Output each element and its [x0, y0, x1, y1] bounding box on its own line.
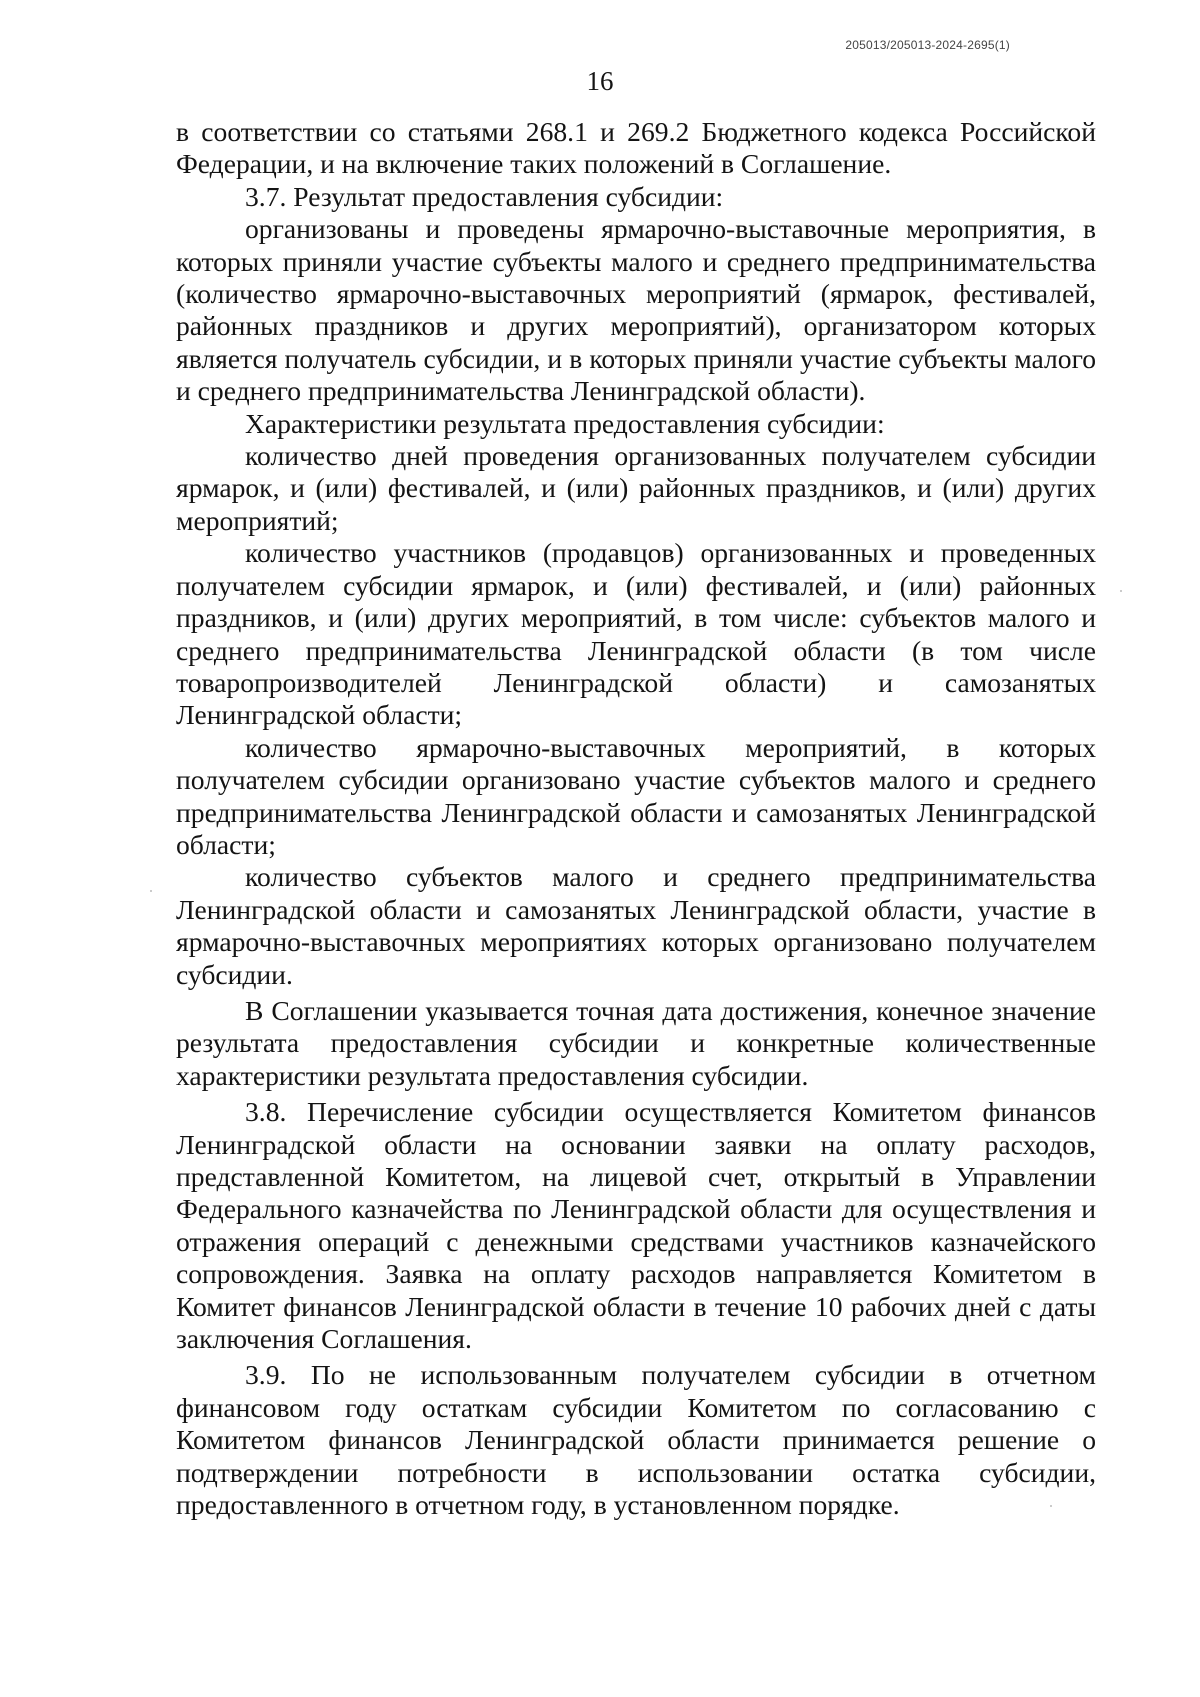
paragraph-characteristic-subjects: количество субъектов малого и среднего предпринимательства Ленинградской области и самозанятых Ленинградской области, участие в ярмарочно-выставочных мероприятиях которых организовано получателем субсидии.	[176, 861, 1096, 990]
paragraph-section-3-8: 3.8. Перечисление субсидии осуществляется Комитетом финансов Ленинградской области на основании заявки на оплату расходов, представленной Комитетом, на лицевой счет, открытый в Управлении Федерального казначейства по Ленинградской области для осуществления и отражения операций с денежными средствами участников казначейского сопровождения. Заявка на оплату расходов направляется Комитетом в Комитет финансов Ленинградской области в течение 10 рабочих дней с даты заключения Соглашения.	[176, 1096, 1096, 1355]
scan-artifact	[1050, 1505, 1052, 1507]
paragraph-characteristic-participants: количество участников (продавцов) организованных и проведенных получателем субсидии ярмарок, и (или) фестивалей, и (или) районных праздников, и (или) других мероприятий, в том числе: субъектов малого и среднего предпринимательства Ленинградской области (в том числе товаропроизводителей Ленинградской области) и самозанятых Ленинградской области;	[176, 537, 1096, 731]
paragraph-characteristic-events: количество ярмарочно-выставочных мероприятий, в которых получателем субсидии организовано участие субъектов малого и среднего предпринимательства Ленинградской области и самозанятых Ленинградской области;	[176, 731, 1096, 860]
page-number: 16	[586, 66, 614, 96]
paragraph-characteristics-heading: Характеристики результата предоставления субсидии:	[245, 407, 885, 439]
paragraph-characteristic-days: количество дней проведения организованных получателем субсидии ярмарок, и (или) фестивалей, и (или) районных праздников, и (или) других мероприятий;	[176, 440, 1096, 536]
document-registration-number: 205013/205013-2024-2695(1)	[845, 38, 1010, 52]
paragraph-agreement-date: В Соглашении указывается точная дата достижения, конечное значение результата предоставления субсидии и конкретные количественные характеристики результата предоставления субсидии.	[176, 994, 1096, 1091]
paragraph-section-3-7-heading: 3.7. Результат предоставления субсидии:	[245, 180, 724, 212]
scan-artifact	[1120, 590, 1122, 592]
paragraph-result-description: организованы и проведены ярмарочно-выставочные мероприятия, в которых приняли участие субъекты малого и среднего предпринимательства (количество ярмарочно-выставочных мероприятий (ярмарок, фестивалей, районных праздников и других мероприятий), организатором которых является получатель субсидии, и в которых приняли участие субъекты малого и среднего предпринимательства Ленинградской области).	[176, 213, 1096, 407]
paragraph-section-3-9: 3.9. По не использованным получателем субсидии в отчетном финансовом году остаткам субсидии Комитетом по согласованию с Комитетом финансов Ленинградской области принимается решение о подтверждении потребности в использовании остатка субсидии, предоставленного в отчетном году, в установленном порядке.	[176, 1359, 1096, 1521]
scan-artifact	[150, 890, 152, 892]
document-body	[176, 116, 1096, 1521]
paragraph-continuation: в соответствии со статьями 268.1 и 269.2 Бюджетного кодекса Российской Федерации, и на включение таких положений в Соглашение.	[176, 116, 1096, 180]
